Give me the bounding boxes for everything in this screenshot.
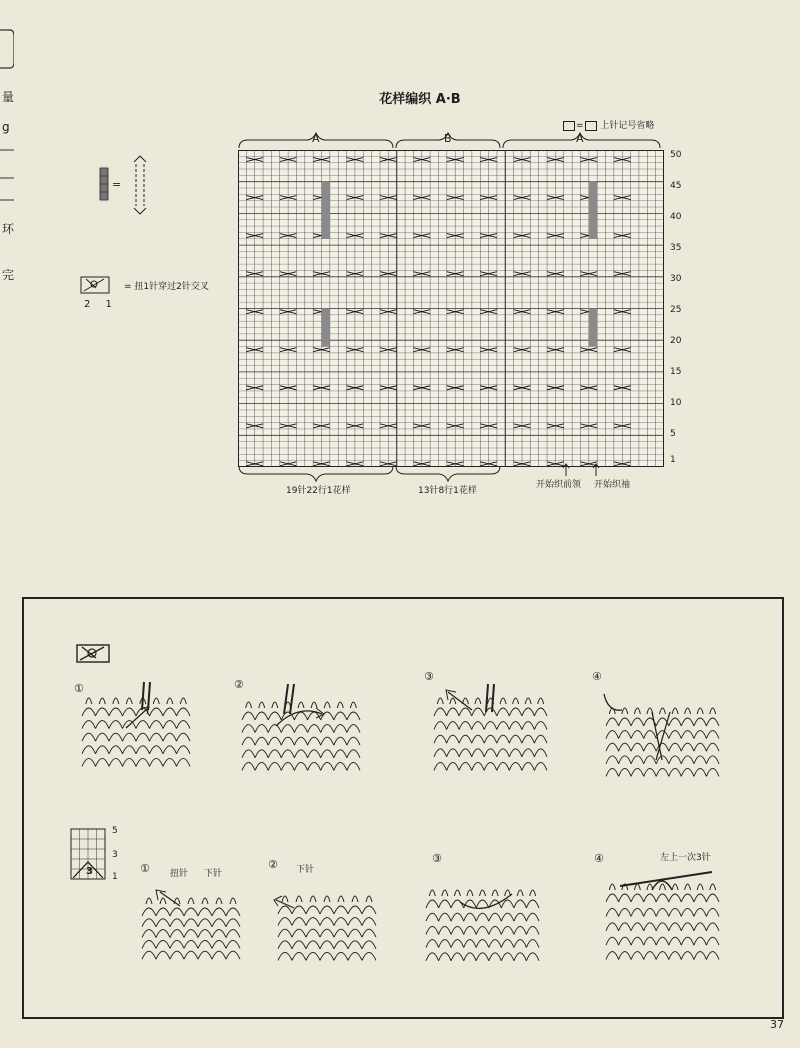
row-number: 10: [670, 398, 682, 408]
row-number: 15: [670, 367, 682, 377]
chart-title: 花样编织 A·B: [379, 92, 461, 107]
mini-row-number: 3: [112, 850, 118, 860]
footer-a-label: 19针22行1花样: [286, 486, 351, 496]
margin-char: g: [2, 120, 10, 134]
step-number: ③: [424, 670, 434, 683]
legend-text: 上针记号省略: [600, 121, 655, 131]
label-knit: 下针: [204, 869, 223, 879]
row-number: 1: [670, 455, 676, 465]
cross-step-2-illustration: [272, 878, 382, 968]
footer-b-label: 13针8行1花样: [418, 486, 477, 496]
cable-symbol-legend: [98, 152, 158, 216]
row-number: 5: [670, 429, 676, 439]
twist-step-2-illustration: [236, 684, 366, 779]
section-a-label: A: [576, 132, 584, 145]
step-number: ④: [594, 852, 604, 865]
twist-cross-symbol-icon: [80, 276, 110, 296]
step-number: ④: [592, 670, 602, 683]
row-number: 45: [670, 181, 682, 191]
start-neck-label: 开始织前领: [536, 480, 582, 490]
row-number: 30: [670, 274, 682, 284]
twist-cross-symbol-icon: [76, 644, 110, 664]
cross-step-4-illustration: [600, 866, 725, 970]
twist-step-4-illustration: [600, 690, 725, 785]
margin-char: 环: [2, 222, 15, 236]
start-sleeve-label: 开始织袖: [594, 480, 631, 490]
twist-step-1-illustration: [76, 680, 196, 775]
margin-char: 完: [2, 268, 15, 282]
cross-step-1-illustration: [136, 880, 246, 966]
left-page-edge: [0, 0, 14, 600]
legend-purl-omitted: = 上针记号省略: [562, 118, 654, 131]
step-number: ②: [234, 678, 244, 691]
step-number: ②: [268, 858, 278, 871]
step-number: ①: [140, 862, 150, 875]
section-b-label: B: [444, 132, 452, 145]
mini-row-number: 1: [112, 872, 118, 882]
page-number: 37: [770, 1018, 784, 1031]
twist-cross-label: = 扭1针穿过2针交叉: [124, 282, 209, 292]
label-knit: 下针: [296, 865, 315, 875]
stitch-chart-grid: [238, 150, 664, 467]
cross-step-3-illustration: [420, 872, 545, 970]
mini-chart-cell-label: 3: [86, 866, 93, 877]
row-number: 20: [670, 336, 682, 346]
row-number: 50: [670, 150, 682, 160]
twist-step-3-illustration: [428, 680, 553, 780]
row-number: 35: [670, 243, 682, 253]
section-a-label: A: [312, 132, 320, 145]
step-number: ③: [432, 852, 442, 865]
svg-text:=: =: [112, 178, 122, 191]
label-left-cross-3: 左上一次3针: [660, 853, 711, 863]
row-number: 40: [670, 212, 682, 222]
row-number: 25: [670, 305, 682, 315]
twist-cross-text: 扭1针穿过2针交叉: [134, 282, 209, 292]
step-number: ①: [74, 682, 84, 695]
twist-cross-numbers: 2 1: [84, 299, 118, 310]
label-twist: 扭针: [170, 869, 189, 879]
margin-char: 量: [2, 90, 15, 104]
mini-row-number: 5: [112, 826, 118, 836]
